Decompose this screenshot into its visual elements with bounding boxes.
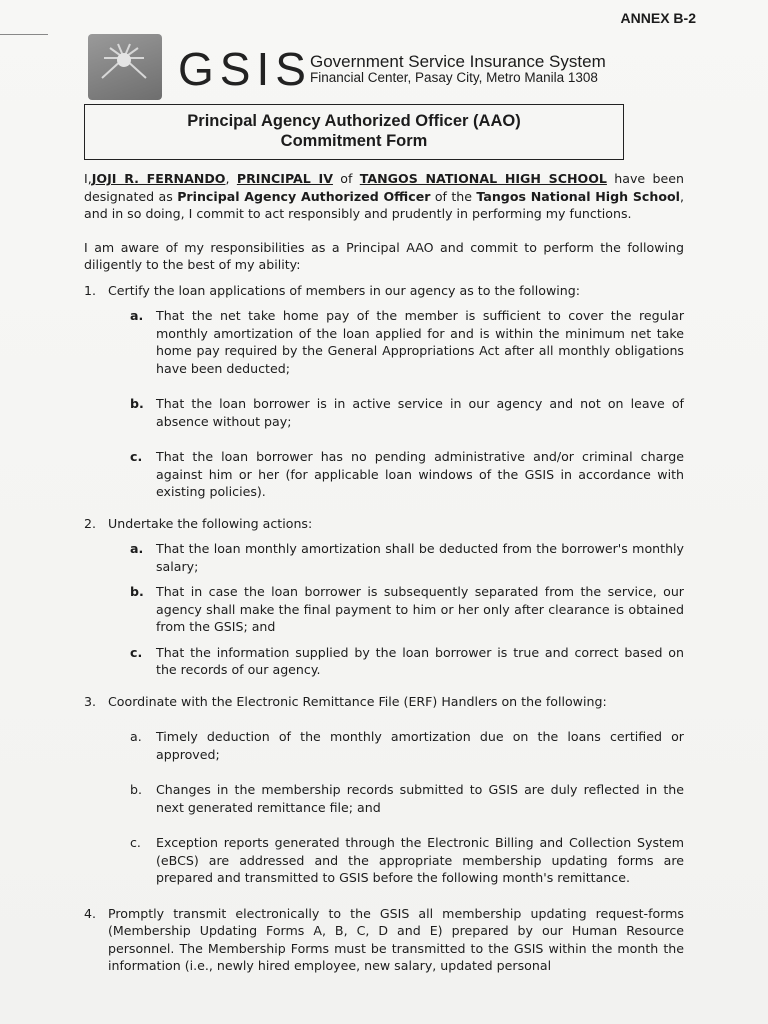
logo-wordmark: GSIS xyxy=(178,43,312,95)
annex-label: ANNEX B-2 xyxy=(620,10,696,26)
form-subtitle: Commitment Form xyxy=(280,132,428,150)
officer-name: JOJI R. FERNANDO xyxy=(91,171,226,186)
section-text: Certify the loan applications of members in our agency as to the following: xyxy=(108,282,580,298)
list-item: b. That the loan borrower is in active service in our agency and not on leave of absence without pay; xyxy=(130,396,684,429)
section-1: 1. Certify the loan applications of members in our agency as to the following: a. That the net take home pay of the member is sufficient to cover the regular monthly amortization of the loan applied for and is within the minimum net take home pay required by the General Appropriations Act after all monthly obligations have been deducted; b. That the loan borrower is in active service in our agency and not on leave of absence without pay; c. That the loan borrower has no pending administrative and/or criminal charge against him or her (for applicable loan windows of the GSIS in accordance with existing policies). xyxy=(84,282,684,499)
section-2: 2. Undertake the following actions: a. That the loan monthly amortization shall be deducted from the borrower's monthly salary; b. That in case the loan borrower is subsequently separated from the service, our agency shall make the final payment to him or her only after clearance is obtained from the GSIS; and c. That the information supplied by the loan borrower is true and correct based on the records of our agency. xyxy=(84,515,684,677)
list-item: c. That the loan borrower has no pending administrative and/or criminal charge against him or her (for applicable loan windows of the GSIS in accordance with existing policies). xyxy=(130,449,684,499)
intro-paragraph: I,JOJI R. FERNANDO, PRINCIPAL IV of TANGOS NATIONAL HIGH SCHOOL have been designated as Principal Agency Authorized Officer of the Tangos National High School, and in so doing, I commit to act responsibly and prudently in performing my functions. xyxy=(84,171,684,221)
list-item: a. That the net take home pay of the member is sufficient to cover the regular monthly amortization of the loan applied for and is within the minimum net take home pay required by the General Appropriations Act after all monthly obligations have been deducted; xyxy=(130,308,684,376)
section-text: Promptly transmit electronically to the GSIS all membership updating request-forms (Membership Updating Forms A, B, C, D and E) prepared by our Human Resource personnel. The Membership Forms must be transmitted to the GSIS within the month the information (i.e., newly hired employee, new salary, updated personal xyxy=(108,905,684,973)
org-address: Financial Center, Pasay City, Metro Manila 1308 xyxy=(310,70,598,85)
section-text: Undertake the following actions: xyxy=(108,515,313,531)
section-text: Coordinate with the Electronic Remittance File (ERF) Handlers on the following: xyxy=(108,693,607,709)
edge-mark xyxy=(0,34,48,35)
form-title-box xyxy=(84,104,624,160)
list-item: b. Changes in the membership records submitted to GSIS are duly reflected in the next generated remittance file; and xyxy=(130,782,684,815)
section-4: 4. Promptly transmit electronically to the GSIS all membership updating request-forms (Membership Updating Forms A, B, C, D and E) prepared by our Human Resource personnel. The Membership Forms must be transmitted to the GSIS within the month the information (i.e., newly hired employee, new salary, updated personal xyxy=(84,905,684,973)
list-item: c. Exception reports generated through the Electronic Billing and Collection System (eBCS) are addressed and the appropriate membership updating forms are prepared and transmitted to GSIS before the following month's remittance. xyxy=(130,835,684,885)
org-name: Government Service Insurance System xyxy=(310,52,606,71)
aware-paragraph: I am aware of my responsibilities as a Principal AAO and commit to perform the following diligently to the best of my ability: xyxy=(84,239,684,272)
form-title: Principal Agency Authorized Officer (AAO) xyxy=(187,112,521,130)
section-3: 3. Coordinate with the Electronic Remittance File (ERF) Handlers on the following: a. Timely deduction of the monthly amortization due on the loans certified or approved; b. Changes in the membership records submitted to GSIS are duly reflected in the next generated remittance file; and c. Exception reports generated through the Electronic Billing and Collection System (eBCS) are addressed and the appropriate membership updating forms are prepared and transmitted to GSIS before the following month's remittance. xyxy=(84,693,684,885)
officer-position: PRINCIPAL IV xyxy=(236,171,333,186)
list-item: a. That the loan monthly amortization shall be deducted from the borrower's monthly salary; xyxy=(130,541,684,574)
school-name: TANGOS NATIONAL HIGH SCHOOL xyxy=(359,171,607,186)
document-body xyxy=(84,170,684,975)
list-item: a. Timely deduction of the monthly amortization due on the loans certified or approved; xyxy=(130,729,684,762)
gsis-logo-icon xyxy=(88,34,162,100)
list-item: c. That the information supplied by the loan borrower is true and correct based on the records of our agency. xyxy=(130,644,684,677)
list-item: b. That in case the loan borrower is subsequently separated from the service, our agency shall make the final payment to him or her only after clearance is obtained from the GSIS; and xyxy=(130,584,684,634)
